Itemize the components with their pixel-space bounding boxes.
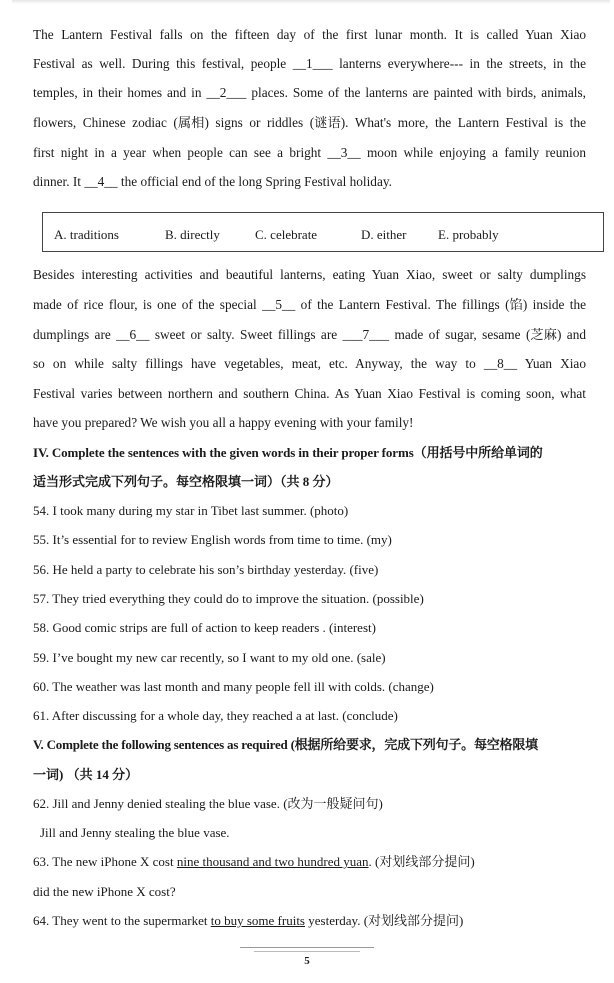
page-top-edge bbox=[12, 0, 610, 4]
passage2-line: Festival varies between northern and southern China. As Yuan Xiao Festival is coming soon, what bbox=[33, 386, 586, 401]
passage1-line: Festival as well. During this festival, people __1___ lanterns everywhere--- in the streets, in the bbox=[33, 56, 586, 71]
question-64-underlined: to buy some fruits bbox=[210, 913, 305, 928]
passage1-line: flowers, Chinese zodiac (属相) signs or riddles (谜语). What's more, the Lantern Festival is the bbox=[33, 115, 586, 130]
section4-heading-cont: 适当形式完成下列句子。每空格限填一词）（共 8 分） bbox=[33, 474, 339, 489]
passage2-line: so on while salty fillings have vegetables, meat, etc. Anyway, the way to __8__ Yuan Xiao bbox=[33, 356, 586, 371]
question-64-instruction: yesterday. (对划线部分提问) bbox=[305, 913, 464, 928]
question-55: 55. It’s essential for to review English words from time to time. (my) bbox=[33, 532, 392, 547]
question-61: 61. After discussing for a whole day, they reached a at last. (conclude) bbox=[33, 708, 398, 723]
option-a: A. traditions bbox=[54, 227, 119, 242]
question-64-text: 64. They went to the supermarket bbox=[33, 913, 211, 928]
question-63-answer: did the new iPhone X cost? bbox=[33, 884, 176, 899]
option-b: B. directly bbox=[165, 227, 220, 242]
question-64 bbox=[33, 913, 463, 929]
passage2-line: have you prepared? We wish you all a happy evening with your family! bbox=[33, 415, 414, 430]
section5-heading: V. Complete the following sentences as required (根据所给要求，完成下列句子。每空格限填 bbox=[33, 737, 538, 752]
passage2-line: made of rice flour, is one of the special __5__ of the Lantern Festival. The fillings (馅) inside the bbox=[33, 297, 586, 312]
question-60: 60. The weather was last month and many people fell ill with colds. (change) bbox=[33, 679, 434, 694]
question-57: 57. They tried everything they could do to improve the situation. (possible) bbox=[33, 591, 424, 606]
footer-rule-secondary bbox=[254, 951, 360, 952]
passage2-line: Besides interesting activities and beautiful lanterns, eating Yuan Xiao, sweet or salty dumplings bbox=[33, 267, 586, 282]
page-number: 5 bbox=[304, 955, 310, 967]
question-62-answer: Jill and Jenny stealing the blue vase. bbox=[40, 825, 230, 840]
question-56: 56. He held a party to celebrate his son’s birthday yesterday. (five) bbox=[33, 562, 379, 577]
option-d: D. either bbox=[361, 227, 407, 242]
question-54: 54. I took many during my star in Tibet last summer. (photo) bbox=[33, 503, 349, 518]
passage1-line: first night in a year when people can see a bright __3__ moon while enjoying a family reunion bbox=[33, 145, 586, 160]
question-62: 62. Jill and Jenny denied stealing the blue vase. (改为一般疑问句) bbox=[33, 796, 383, 811]
word-options-box bbox=[42, 212, 604, 252]
footer-rule bbox=[240, 947, 374, 948]
question-63 bbox=[33, 854, 475, 870]
option-c: C. celebrate bbox=[255, 227, 318, 242]
question-63-text: 63. The new iPhone X cost bbox=[33, 854, 177, 869]
question-63-underlined: nine thousand and two hundred yuan bbox=[176, 854, 369, 869]
passage1-line: The Lantern Festival falls on the fifteen day of the first lunar month. It is called Yuan Xiao bbox=[33, 27, 586, 42]
section5-heading-cont: 一词) （共 14 分） bbox=[33, 767, 139, 782]
passage1-line: temples, in their homes and in __2___ places. Some of the lanterns are painted with birds, animals, bbox=[33, 85, 586, 100]
question-58: 58. Good comic strips are full of action to keep readers . (interest) bbox=[33, 620, 376, 635]
question-63-instruction: . (对划线部分提问) bbox=[368, 854, 475, 869]
passage2-line: dumplings are __6__ sweet or salty. Sweet fillings are ___7___ made of sugar, sesame (芝麻) and bbox=[33, 327, 586, 342]
section4-heading: IV. Complete the sentences with the given words in their proper forms（用括号中所给单词的 bbox=[33, 445, 543, 460]
question-59: 59. I’ve bought my new car recently, so I want to my old one. (sale) bbox=[33, 650, 386, 665]
passage1-line: dinner. It __4__ the official end of the long Spring Festival holiday. bbox=[33, 174, 392, 189]
option-e: E. probably bbox=[438, 227, 499, 242]
